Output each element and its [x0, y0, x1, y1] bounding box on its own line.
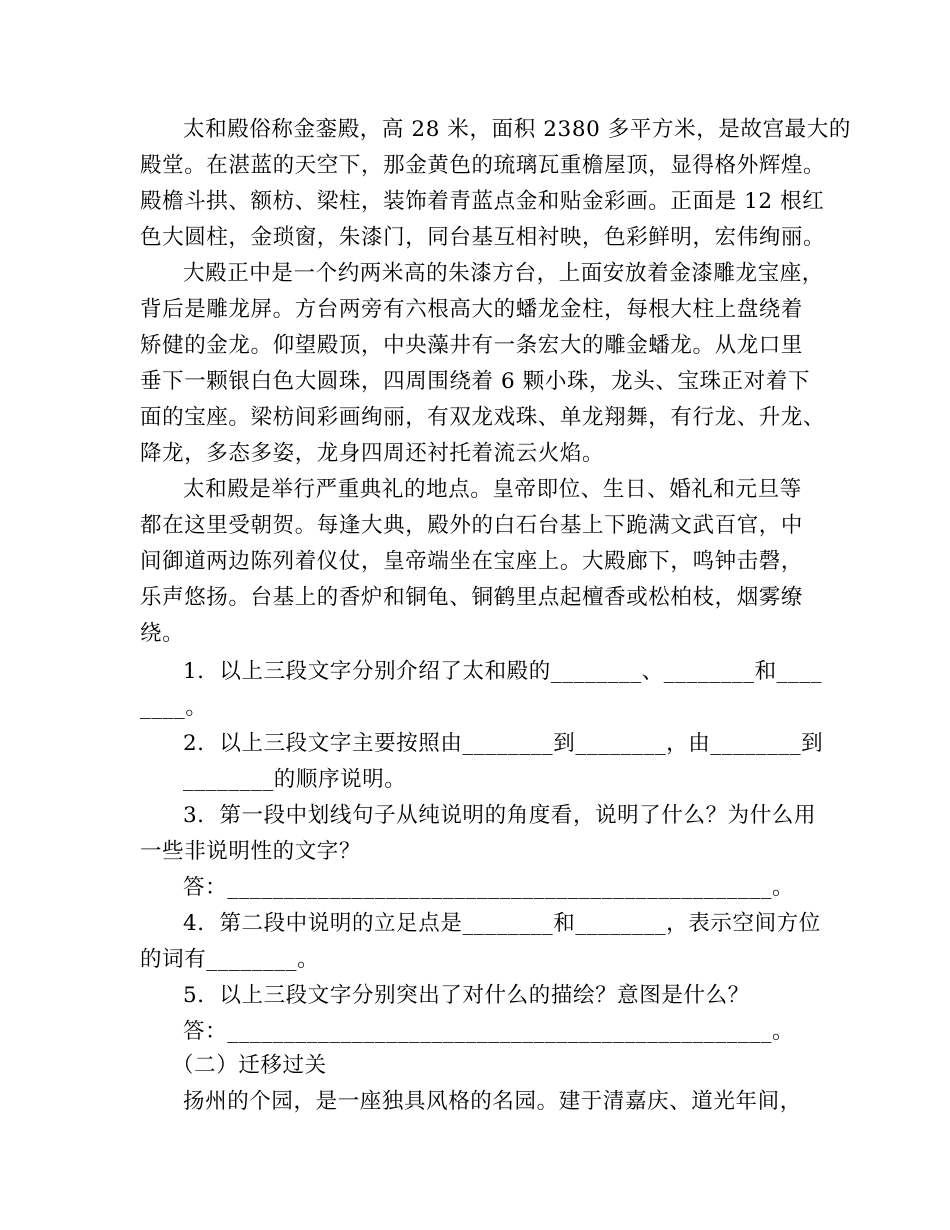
paragraph-3-line-5: 绕。 [140, 621, 185, 646]
question-2-line-2: ________的顺序说明。 [183, 767, 407, 792]
paragraph-1-line-3: 殿檐斗拱、额枋、梁柱，装饰着青蓝点金和贴金彩画。正面是 12 根红 [140, 189, 825, 214]
paragraph-2-line-1: 大殿正中是一个约两米高的朱漆方台，上面安放着金漆雕龙宝座， [183, 261, 824, 286]
question-5-line-1: 5．以上三段文字分别突出了对什么的描绘？意图是什么？ [183, 983, 750, 1008]
paragraph-3-line-4: 乐声悠扬。台基上的香炉和铜龟、铜鹤里点起檀香或松柏枝，烟雾缭 [140, 585, 804, 610]
section-2-heading: （二）迁移过关 [172, 1053, 327, 1078]
paragraph-2-line-3: 矫健的金龙。仰望殿顶，中央藻井有一条宏大的雕金蟠龙。从龙口里 [140, 333, 804, 358]
question-1-line-1: 1．以上三段文字分别介绍了太和殿的________、________和____ [183, 659, 823, 684]
paragraph-3-line-3: 间御道两边陈列着仪仗，皇帝端坐在宝座上。大殿廊下，鸣钟击磬， [140, 549, 804, 574]
question-5-answer: 答：________________________________________________。 [183, 1019, 795, 1044]
question-4-line-1: 4．第二段中说明的立足点是________和________，表示空间方位 [183, 911, 821, 936]
paragraph-2-line-2: 背后是雕龙屏。方台两旁有六根高大的蟠龙金柱，每根大柱上盘绕着 [140, 297, 804, 322]
paragraph-2-line-4: 垂下一颗银白色大圆珠，四周围绕着 6 颗小珠，龙头、宝珠正对着下 [140, 369, 811, 394]
paragraph-1-line-1: 太和殿俗称金銮殿，高 28 米，面积 2380 多平方米，是故宫最大的 [183, 117, 851, 142]
question-2-line-1: 2．以上三段文字主要按照由________到________，由________到 [183, 731, 824, 756]
paragraph-1-line-4: 色大圆柱，金琐窗，朱漆门，同台基互相衬映，色彩鲜明，宏伟绚丽。 [140, 225, 826, 250]
paragraph-1-line-2: 殿堂。在湛蓝的天空下，那金黄色的琉璃瓦重檐屋顶，显得格外辉煌。 [140, 153, 826, 178]
paragraph-2-line-5: 面的宝座。梁枋间彩画绚丽，有双龙戏珠、单龙翔舞，有行龙、升龙、 [140, 405, 826, 430]
paragraph-3-line-2: 都在这里受朝贺。每逢大典，殿外的白石台基上下跪满文武百官，中 [140, 513, 804, 538]
question-4-line-2: 的词有________。 [140, 947, 320, 972]
question-3-answer: 答：________________________________________________。 [183, 875, 795, 900]
paragraph-2-line-6: 降龙，多态多姿，龙身四周还衬托着流云火焰。 [140, 441, 605, 466]
section-2-text-line-1: 扬州的个园，是一座独具风格的名园。建于清嘉庆、道光年间， [183, 1089, 802, 1114]
question-3-line-1: 3．第一段中划线句子从纯说明的角度看，说明了什么？为什么用 [183, 803, 817, 828]
question-1-line-2: ____。 [140, 695, 208, 720]
paragraph-3-line-1: 太和殿是举行严重典礼的地点。皇帝即位、生日、婚礼和元旦等 [183, 477, 802, 502]
question-3-line-2: 一些非说明性的文字？ [140, 839, 362, 864]
